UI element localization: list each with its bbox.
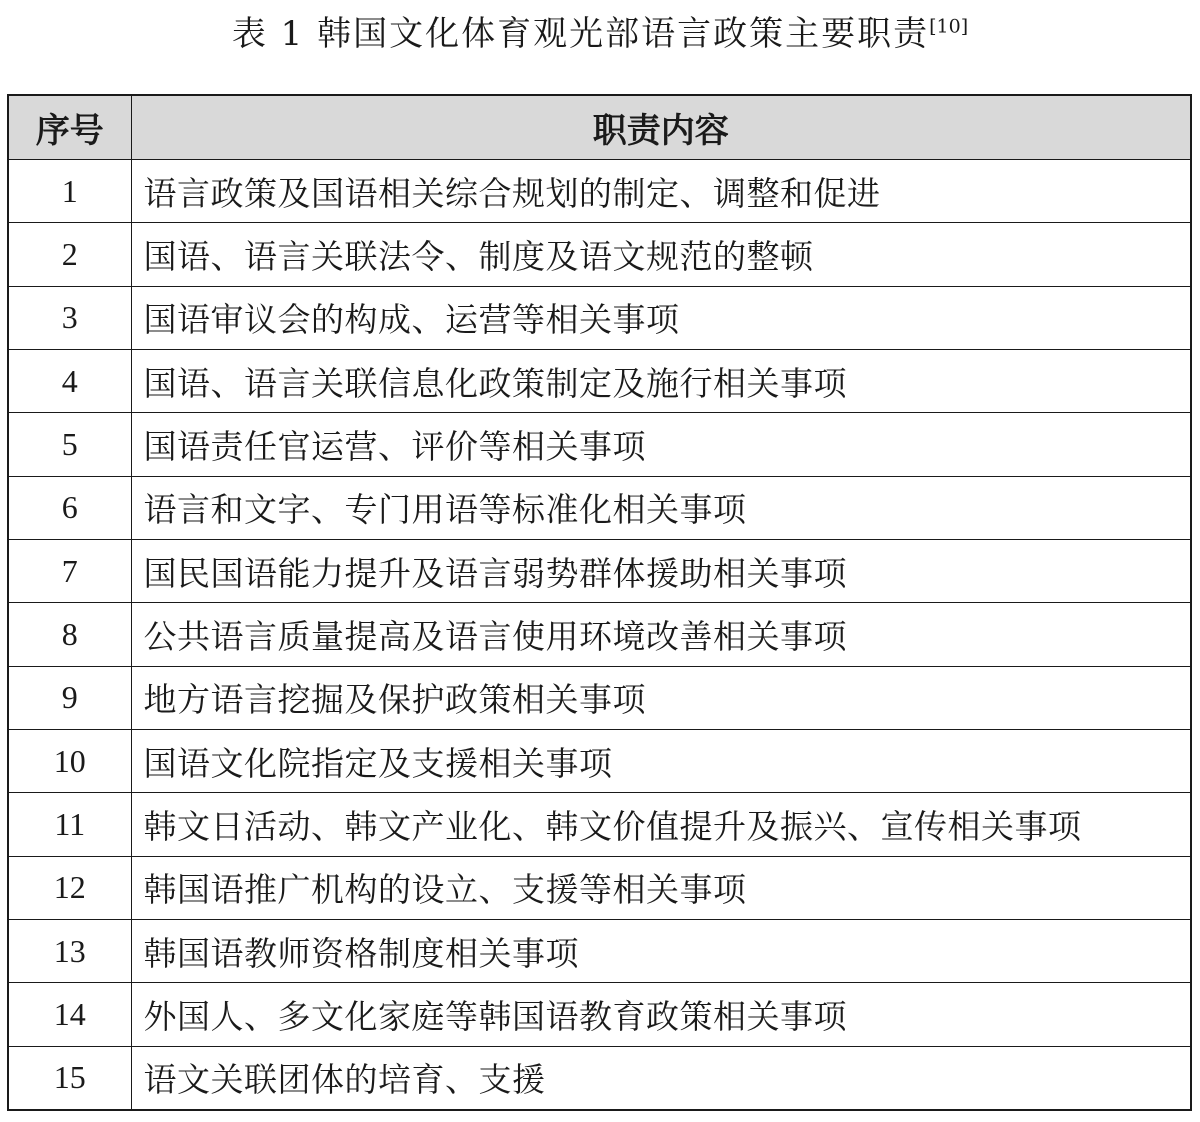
row-duty: 国语、语言关联信息化政策制定及施行相关事项 [131,349,1191,412]
row-duty: 国语、语言关联法令、制度及语文规范的整顿 [131,223,1191,286]
table-row [8,729,1191,792]
row-duty: 语文关联团体的培育、支援 [131,1046,1191,1110]
row-number: 9 [8,666,131,729]
row-duty: 公共语言质量提高及语言使用环境改善相关事项 [131,603,1191,666]
row-number: 10 [8,729,131,792]
row-number: 7 [8,539,131,602]
caption-reference: [10] [929,15,969,38]
row-number: 4 [8,349,131,412]
duties-table [7,94,1192,1111]
row-duty: 国语文化院指定及支援相关事项 [131,729,1191,792]
row-number: 1 [8,160,131,223]
table-row [8,223,1191,286]
table-row [8,603,1191,666]
header-duty-content: 职责内容 [131,95,1191,160]
row-number: 12 [8,856,131,919]
table-row [8,539,1191,602]
row-duty: 韩国语教师资格制度相关事项 [131,919,1191,982]
row-number: 6 [8,476,131,539]
row-number: 11 [8,793,131,856]
row-number: 3 [8,286,131,349]
table-row [8,349,1191,412]
table-row [8,1046,1191,1110]
row-duty: 国语审议会的构成、运营等相关事项 [131,286,1191,349]
table-row [8,413,1191,476]
row-number: 8 [8,603,131,666]
row-duty: 语言政策及国语相关综合规划的制定、调整和促进 [131,160,1191,223]
header-serial-number: 序号 [8,95,131,160]
row-number: 2 [8,223,131,286]
row-duty: 韩国语推广机构的设立、支援等相关事项 [131,856,1191,919]
row-duty: 外国人、多文化家庭等韩国语教育政策相关事项 [131,983,1191,1046]
row-duty: 语言和文字、专门用语等标准化相关事项 [131,476,1191,539]
row-number: 13 [8,919,131,982]
row-duty: 国语责任官运营、评价等相关事项 [131,413,1191,476]
table-row [8,286,1191,349]
caption-text: 表 1 韩国文化体育观光部语言政策主要职责 [231,14,930,54]
table-row [8,919,1191,982]
table-caption [0,8,1200,60]
row-duty: 地方语言挖掘及保护政策相关事项 [131,666,1191,729]
row-number: 15 [8,1046,131,1110]
row-number: 14 [8,983,131,1046]
row-number: 5 [8,413,131,476]
row-duty: 韩文日活动、韩文产业化、韩文价值提升及振兴、宣传相关事项 [131,793,1191,856]
table-row [8,856,1191,919]
table-row [8,793,1191,856]
table-row [8,666,1191,729]
table-header-row [8,95,1191,160]
table-row [8,160,1191,223]
row-duty: 国民国语能力提升及语言弱势群体援助相关事项 [131,539,1191,602]
table-row [8,983,1191,1046]
table-row [8,476,1191,539]
